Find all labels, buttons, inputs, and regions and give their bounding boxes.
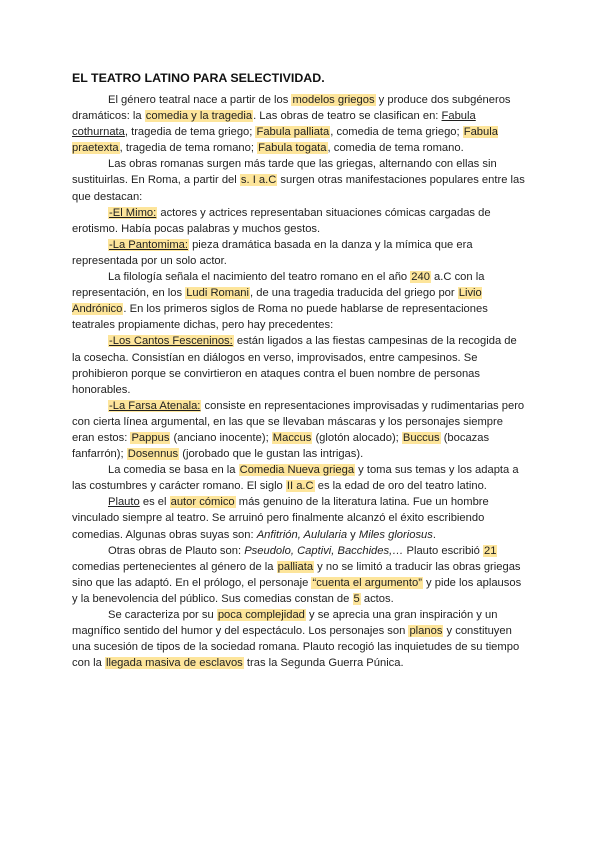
highlight: Buccus bbox=[402, 431, 440, 444]
text-run: actos. bbox=[360, 592, 394, 605]
paragraph-plauto bbox=[72, 494, 527, 542]
text-run: es el bbox=[139, 496, 170, 509]
highlight: Fabula palliata bbox=[256, 126, 330, 139]
highlight: Pappus bbox=[131, 431, 170, 444]
paragraph-cantos-fesceninos bbox=[72, 333, 527, 397]
text-run: y se aprecia una gran inspiración y un magnífico sentido del humor y del espectáculo. Los personajes son bbox=[72, 609, 498, 638]
text-run: , comedia de tema griego; bbox=[330, 126, 463, 139]
text-run: es la edad de oro del teatro latino. bbox=[314, 480, 487, 493]
text-run: , comedia de tema romano. bbox=[327, 142, 464, 155]
highlight: comedia y la tragedia bbox=[145, 110, 253, 123]
text-run: comedias pertenecientes al género de la bbox=[72, 560, 277, 573]
paragraph-pantomima bbox=[72, 237, 527, 269]
italic-title: Anfitrión, Aulularia bbox=[256, 528, 348, 541]
underlined-term: -La Pantomima: bbox=[109, 238, 188, 251]
paragraph-nacimiento-teatro bbox=[72, 269, 527, 333]
paragraph-comedia bbox=[72, 462, 527, 494]
paragraph-mimo bbox=[72, 205, 527, 237]
highlight-underlined bbox=[108, 239, 189, 251]
text-run: y produce dos subgéneros dramáticos: la bbox=[72, 94, 511, 123]
highlight-underlined bbox=[108, 400, 201, 412]
highlight: 21 bbox=[484, 544, 497, 557]
text-run: y no se limitó a traducir las obras griegas sino que las adaptó. En el prólogo, el personaje bbox=[72, 560, 521, 589]
paragraph-otras-obras bbox=[72, 543, 527, 607]
highlight: Livio Andrónico bbox=[72, 287, 482, 316]
text-run: actores y actrices representaban situaciones cómicas cargadas de erotismo. Había pocas palabras y muchos gestos. bbox=[72, 206, 491, 235]
highlight: II a.C bbox=[286, 480, 314, 493]
highlight: autor cómico bbox=[170, 496, 235, 509]
highlight: planos bbox=[409, 625, 443, 638]
text-run: consiste en representaciones improvisadas y rudimentarias pero con cierta línea argumental, en las que se llevaban máscaras y los personajes siempre eran estos: bbox=[72, 399, 525, 444]
highlight: s. I a.C bbox=[240, 174, 277, 187]
highlight: “cuenta el argumento” bbox=[312, 576, 422, 589]
text-run: tras la Segunda Guerra Púnica. bbox=[243, 657, 404, 670]
highlight-underlined bbox=[108, 335, 234, 347]
paragraph-genero-teatral bbox=[72, 92, 527, 156]
paragraph-caracteristicas bbox=[72, 607, 527, 671]
text-run: . bbox=[432, 528, 436, 541]
text-run: y pide los aplausos y la benevolencia del público. Sus comedias constan de bbox=[72, 576, 522, 605]
text-run: . Las obras de teatro se clasifican en: bbox=[253, 110, 442, 123]
text-run: (glotón alocado); bbox=[312, 431, 402, 444]
highlight: Dosennus bbox=[127, 448, 179, 461]
text-run: (jorobado que le gustan las intrigas). bbox=[179, 448, 364, 461]
highlight-underlined bbox=[108, 207, 157, 219]
text-run: Las obras romanas surgen más tarde que las griegas, alternando con ellas sin sustituirlas. En Roma, a partir del bbox=[72, 158, 497, 187]
text-run: , tragedia de tema romano; bbox=[119, 142, 258, 155]
text-run: pieza dramática basada en la danza y la mímica que era representada por un solo actor. bbox=[72, 238, 473, 267]
highlight: Comedia Nueva griega bbox=[239, 464, 355, 477]
text-run: y bbox=[347, 528, 359, 541]
italic-title: Pseudolo, Captivi, Bacchides,… bbox=[244, 544, 404, 557]
highlight: 5 bbox=[353, 592, 360, 605]
paragraph-farsa-atelana bbox=[72, 398, 527, 462]
text-run: y constituyen una sucesión de tipos de la sociedad romana. Plauto recogió las inquietudes de su tiempo con la bbox=[72, 625, 520, 670]
text-run: Otras obras de Plauto son: bbox=[108, 544, 245, 557]
underlined-term: -Los Cantos Fesceninos: bbox=[109, 335, 233, 348]
text-run: . En los primeros siglos de Roma no puede hablarse de representaciones teatrales propiamente dichas, pero hay precedentes: bbox=[72, 303, 488, 332]
text-run: , tragedia de tema griego; bbox=[124, 126, 256, 139]
document-title: EL TEATRO LATINO PARA SELECTIVIDAD. bbox=[72, 71, 325, 85]
text-run: El género teatral nace a partir de los bbox=[108, 94, 292, 106]
highlight: Maccus bbox=[272, 431, 312, 444]
text-run: y toma sus temas y los adapta a las costumbres y carácter romano. El siglo bbox=[72, 464, 519, 493]
highlight: llegada masiva de esclavos bbox=[105, 657, 243, 670]
document-page bbox=[72, 70, 527, 671]
underlined-term: -La Farsa Atenala: bbox=[109, 399, 201, 412]
text-run: Se caracteriza por su bbox=[108, 609, 217, 621]
text-run: , de una tragedia traducida del griego por bbox=[250, 287, 458, 300]
highlight: Fabula praetexta bbox=[72, 126, 498, 155]
underlined-term: Plauto bbox=[108, 496, 140, 509]
text-run: (bocazas fanfarrón); bbox=[72, 431, 490, 461]
text-run: (anciano inocente); bbox=[170, 431, 272, 444]
underlined-term: Fabula cothurnata bbox=[72, 110, 476, 139]
highlight: Ludi Romani bbox=[186, 287, 249, 300]
paragraph-obras-romanas bbox=[72, 156, 527, 204]
text-run: están ligados a las fiestas campesinas de la recogida de la cosecha. Consistían en diálogos en verso, improvisados, entre campesinos. Se prohibieron porque se convirtieron en ataques contra el buen nombre de personas honorables. bbox=[72, 335, 517, 396]
text-run: La filología señala el nacimiento del teatro romano en el año bbox=[108, 271, 411, 284]
text-run: Plauto escribió bbox=[403, 544, 484, 557]
highlight: palliata bbox=[277, 560, 314, 573]
highlight: Fabula togata bbox=[258, 142, 327, 155]
text-run: surgen otras manifestaciones populares entre las que destacan: bbox=[72, 174, 525, 203]
highlight: poca complejidad bbox=[217, 609, 305, 621]
italic-title: Miles gloriosus bbox=[358, 528, 433, 541]
highlight: 240 bbox=[411, 271, 430, 284]
underlined-term: -El Mimo: bbox=[109, 206, 157, 219]
text-run: a.C con la representación, en los bbox=[72, 271, 485, 300]
highlight: modelos griegos bbox=[292, 94, 375, 106]
text-run: La comedia se basa en la bbox=[108, 464, 239, 477]
text-run: más genuino de la literatura latina. Fue un hombre vinculado siempre al teatro. Se arruinó pero finalmente alcanzó el éxito escribiendo comedias. Algunas obras suyas son: bbox=[72, 496, 489, 541]
